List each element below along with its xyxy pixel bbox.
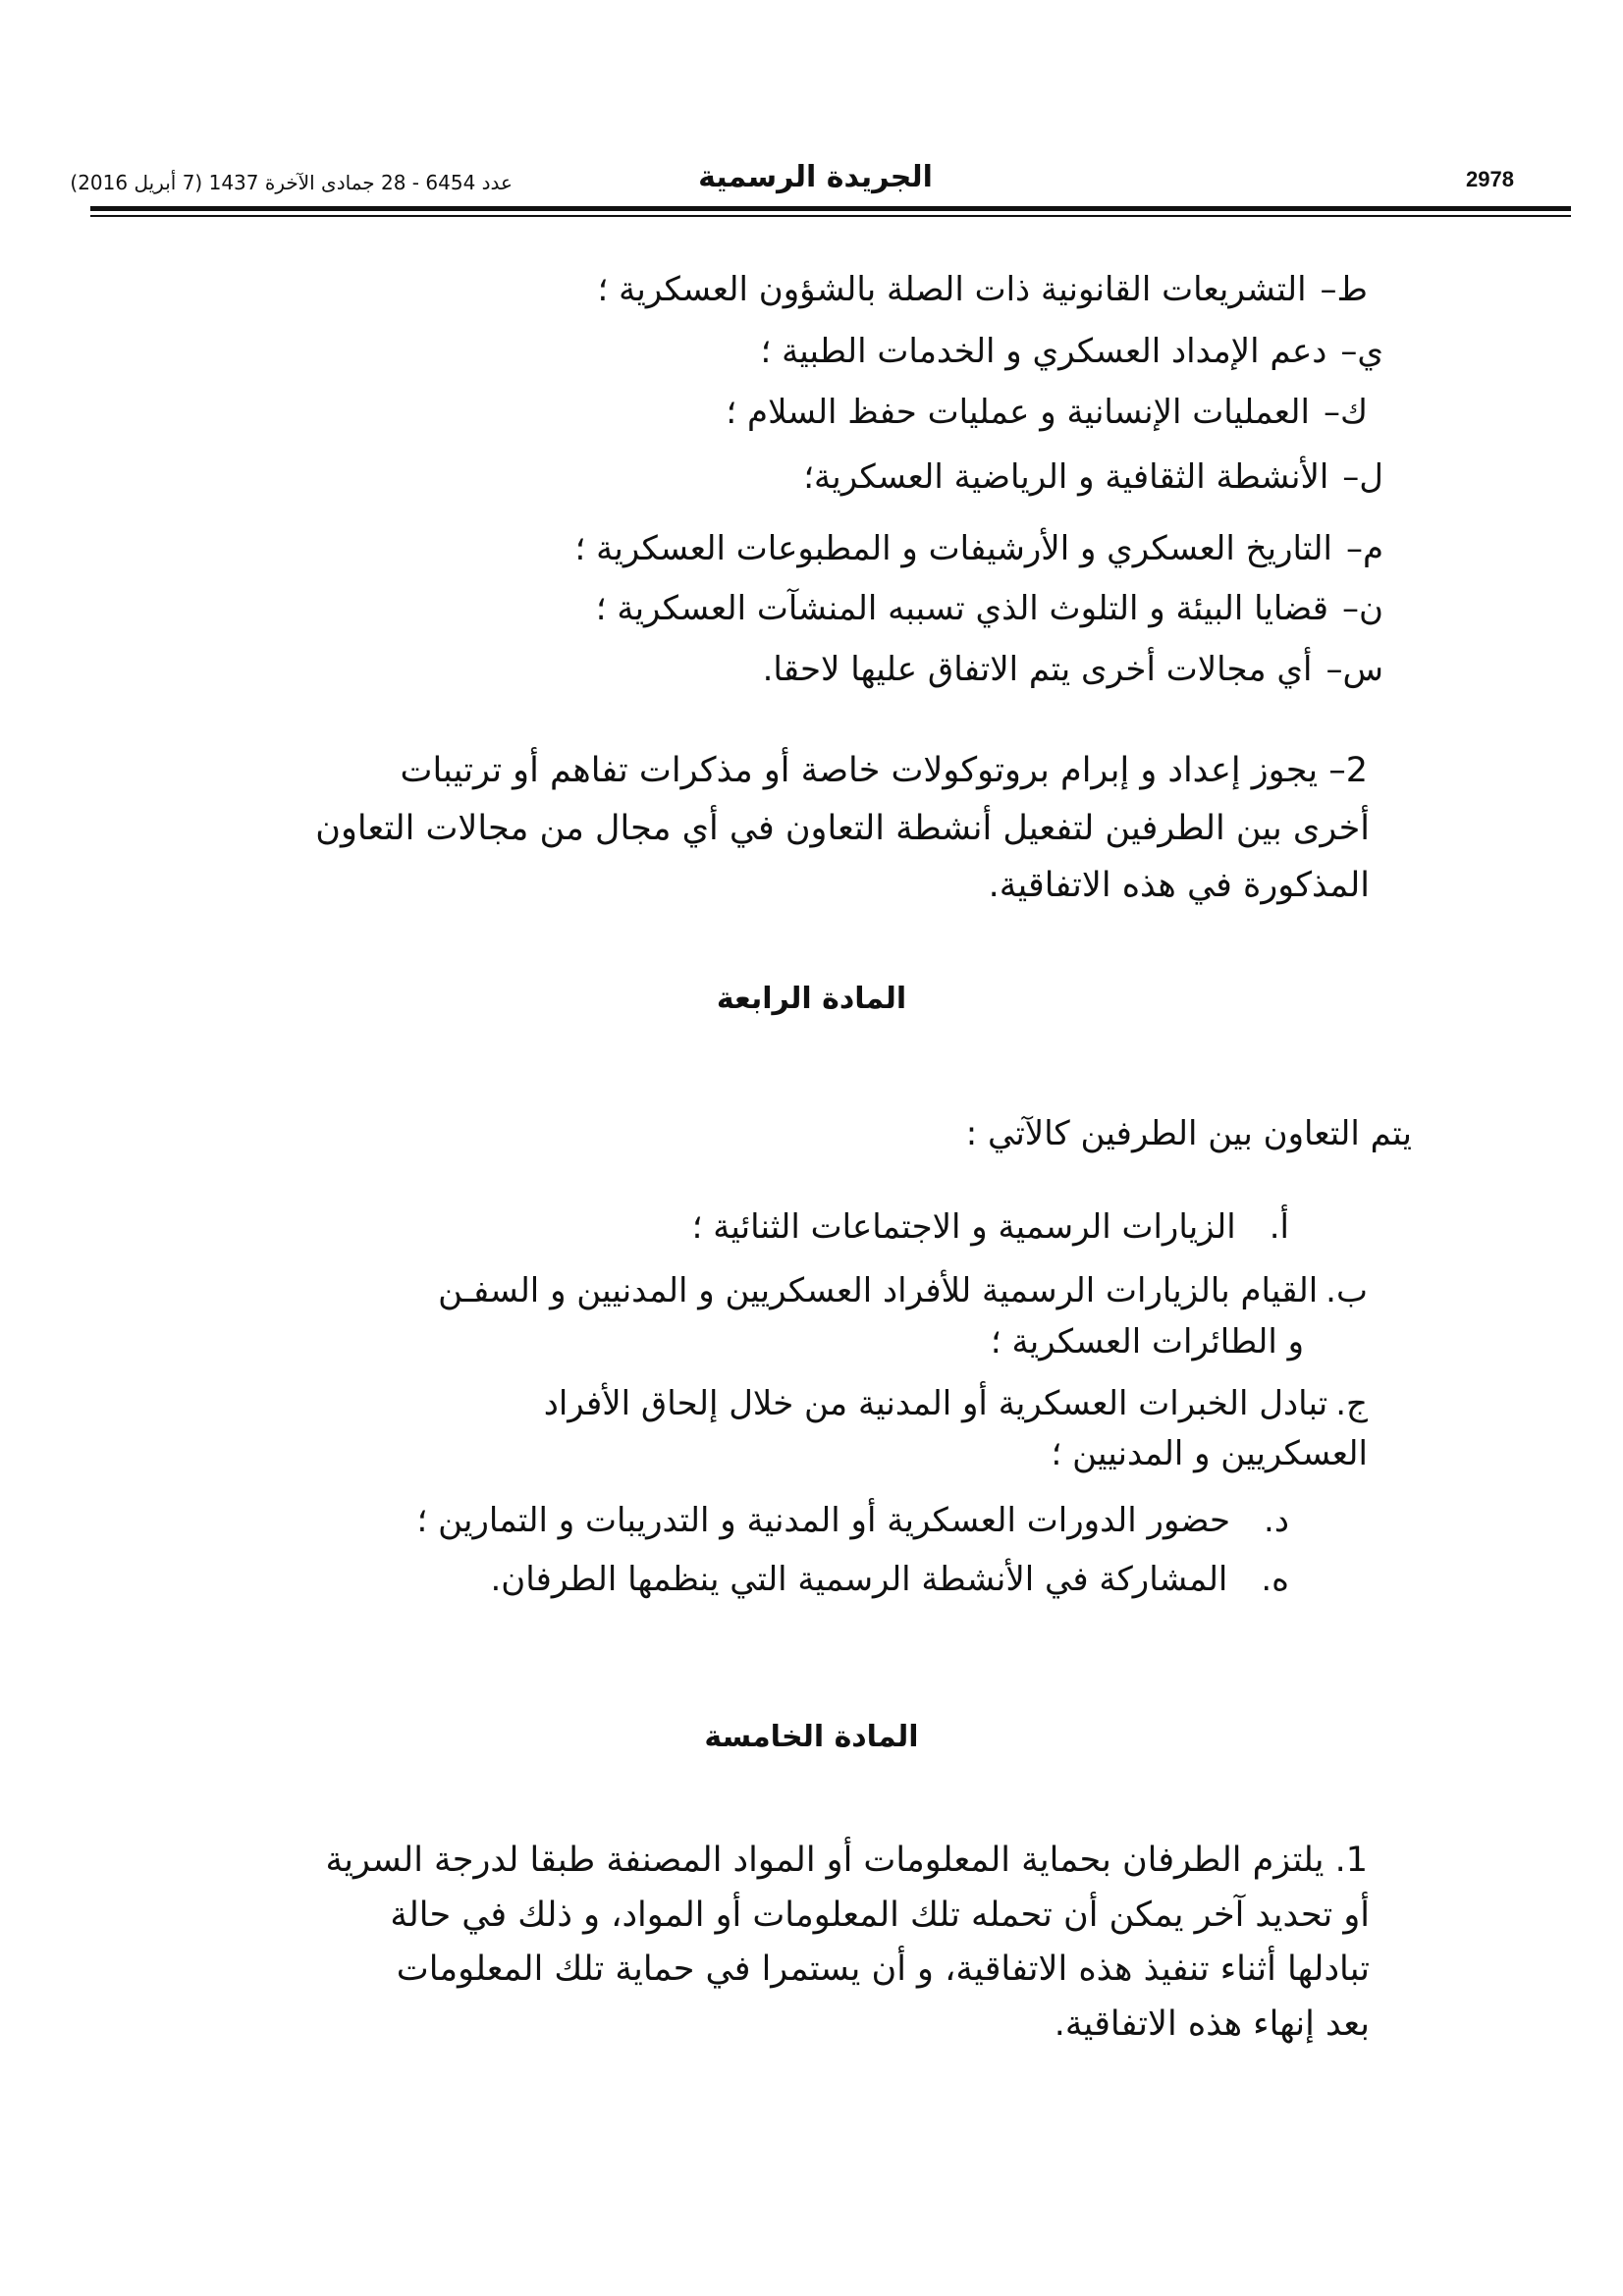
item-text: العمليات الإنسانية و عمليات حفظ السلام ؛: [726, 393, 1310, 432]
list-item: [763, 648, 1383, 691]
list-item: [490, 1558, 1289, 1601]
item-text: أي مجالات أخرى يتم الاتفاق عليها لاحقا.: [762, 650, 1313, 689]
item-letter: ك–: [1323, 393, 1368, 432]
item-text: المشاركة في الأنشطة الرسمية التي ينظمها الطرفان.: [490, 1560, 1228, 1599]
item-text: تبادل الخبرات العسكرية أو المدنية من خلال إلحاق الأفراد: [543, 1384, 1328, 1423]
item-text: الزيارات الرسمية و الاجتماعات الثنائية ؛: [691, 1207, 1236, 1247]
item-letter: د.: [1264, 1501, 1289, 1540]
article-heading: المادة الرابعة: [716, 982, 907, 1016]
list-item: [544, 1382, 1368, 1425]
item-text: القيام بالزيارات الرسمية للأفراد العسكريين و المدنيين و السفـن: [438, 1271, 1319, 1310]
list-item: [803, 455, 1383, 499]
paragraph-line: أو تحديد آخر يمكن أن تحمله تلك المعلومات أو المواد، و ذلك في حالة: [390, 1896, 1370, 1935]
item-text: قضايا البيئة و التلوث الذي تسببه المنشآت العسكرية ؛: [595, 589, 1329, 628]
item-letter: ج.: [1335, 1384, 1368, 1423]
list-item: [692, 1205, 1289, 1249]
list-item-continuation: العسكريين و المدنيين ؛: [1051, 1434, 1368, 1473]
paragraph-line: المذكورة في هذه الاتفاقية.: [988, 866, 1370, 905]
article-heading: المادة الخامسة: [704, 1720, 919, 1754]
item-letter: س–: [1325, 650, 1383, 689]
item-letter: م–: [1345, 529, 1383, 568]
item-text: التشريعات القانونية ذات الصلة بالشؤون العسكرية ؛: [597, 270, 1307, 309]
paragraph-line: 2– يجوز إعداد و إبرام بروتوكولات خاصة أو مذكرات تفاهم أو ترتيبات: [400, 751, 1368, 790]
item-letter: ن–: [1342, 589, 1383, 628]
article-intro: يتم التعاون بين الطرفين كالآتي :: [965, 1114, 1412, 1153]
item-letter: ط–: [1320, 270, 1368, 309]
list-item: [726, 391, 1368, 434]
paragraph-line: بعد إنهاء هذه الاتفاقية.: [1054, 2004, 1370, 2044]
header-rule-thin: [90, 215, 1571, 217]
list-item-continuation: و الطائرات العسكرية ؛: [990, 1322, 1304, 1362]
list-item: [596, 587, 1383, 630]
item-text: الأنشطة الثقافية و الرياضية العسكرية؛: [803, 457, 1329, 497]
gazette-title: الجريدة الرسمية: [698, 160, 933, 194]
paragraph-line: 1. يلتزم الطرفان بحماية المعلومات أو المواد المصنفة طبقا لدرجة السرية: [325, 1841, 1368, 1880]
item-text: دعم الإمداد العسكري و الخدمات الطبية ؛: [760, 332, 1327, 371]
list-item: [760, 330, 1383, 373]
item-letter: ه.: [1261, 1560, 1289, 1599]
item-letter: ي–: [1340, 332, 1383, 371]
page-number: 2978: [1466, 167, 1514, 191]
list-item: [575, 527, 1383, 570]
item-letter: أ.: [1269, 1207, 1289, 1247]
item-letter: ل–: [1342, 457, 1383, 497]
paragraph-line: تبادلها أثناء تنفيذ هذه الاتفاقية، و أن يستمرا في حماية تلك المعلومات: [396, 1949, 1370, 1989]
list-item: [417, 1499, 1289, 1542]
paragraph-line: أخرى بين الطرفين لتفعيل أنشطة التعاون في أي مجال من مجالات التعاون: [315, 809, 1370, 848]
item-letter: ب.: [1325, 1271, 1368, 1310]
list-item: [438, 1269, 1368, 1312]
item-text: حضور الدورات العسكرية أو المدنية و التدريبات و التمارين ؛: [416, 1501, 1231, 1540]
issue-info: عدد 6454 - 28 جمادى الآخرة 1437 (7 أبريل 2016): [70, 171, 513, 194]
item-text: التاريخ العسكري و الأرشيفات و المطبوعات العسكرية ؛: [574, 529, 1332, 568]
header-rule-thick: [90, 206, 1571, 211]
list-item: [598, 268, 1368, 311]
